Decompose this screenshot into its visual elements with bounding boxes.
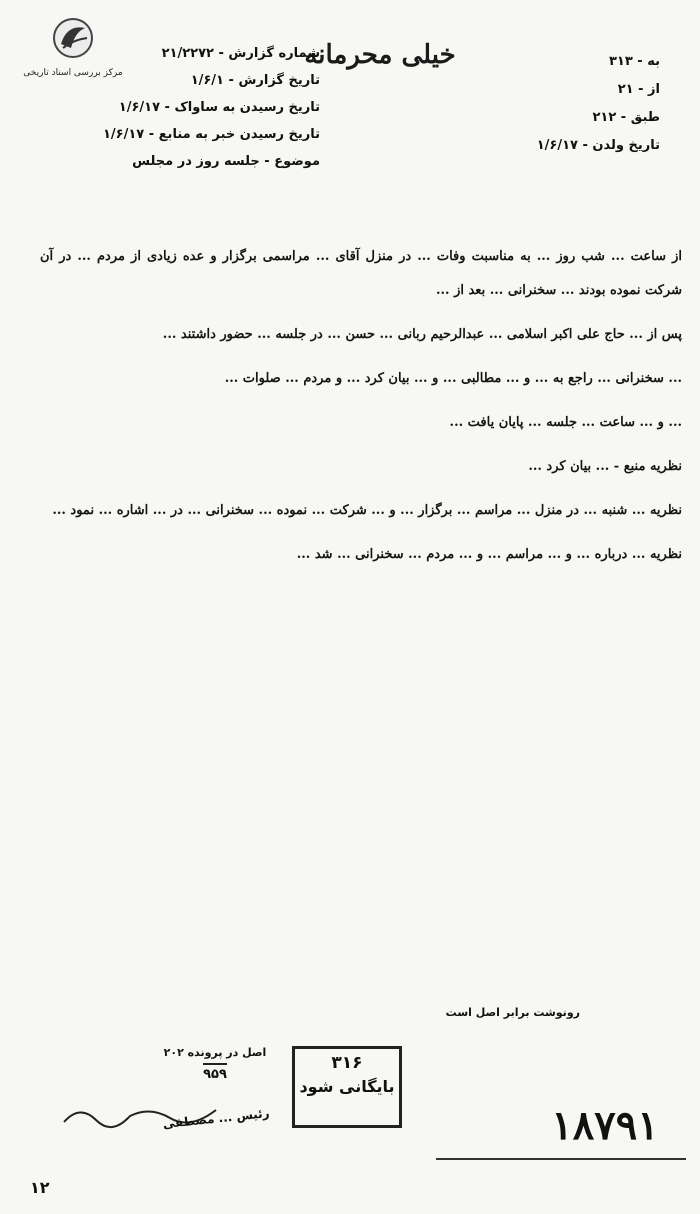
meta-report-number: شماره گزارش - ۲۱/۲۲۷۲ <box>161 46 320 61</box>
file-note-line: اصل در پرونده ۲۰۲ <box>163 1046 267 1059</box>
header-meta-right <box>510 48 660 160</box>
body-paragraph: نظریه ... درباره ... و ... مراسم ... و ... مردم ... سخنرانی ... شد ... <box>296 547 682 562</box>
stamp-text: بایگانی شود <box>299 1077 395 1096</box>
body-paragraph: از ساعت ... شب روز ... به مناسبت وفات ... در منزل آقای ... مراسمی برگزار و عده زیادی از مردم ... در آن شرکت نموده بودند ... سخنرانی ... بعد از ... <box>40 249 682 298</box>
divider <box>436 1158 686 1160</box>
signature: رئیس ... مصطفی <box>162 1106 271 1132</box>
body-paragraph: نظریه ... شنبه ... در منزل ... مراسم ... برگزار ... و ... شرکت ... نموده ... سخنرانی ... در ... اشاره ... نمود ... <box>52 503 682 518</box>
meta-subject: موضوع - جلسه روز در مجلس <box>132 154 320 169</box>
meta-report-date: تاریخ گزارش - ۱/۶/۱ <box>190 73 320 88</box>
meta-received-date: تاریخ رسیدن به ساواک - ۱/۶/۱۷ <box>118 100 320 115</box>
stamp-number: ۳۱۶ <box>331 1053 363 1073</box>
bottom-mark: ۱۲ <box>30 1178 50 1197</box>
body-paragraph: ... سخنرانی ... راجع به ... و ... مطالبی ... و ... بیان کرد ... و مردم ... صلوات ... <box>224 371 682 386</box>
source-opinion: نظریه منبع - ... بیان کرد ... <box>528 459 682 474</box>
meta-sender: از - ۲۱ <box>617 82 660 97</box>
institution-name: مرکز بررسی اسناد تاریخی <box>23 68 123 78</box>
classification-title: خیلی محرمانه <box>304 40 456 70</box>
meta-source-date: تاریخ رسیدن خبر به منابع - ۱/۶/۱۷ <box>103 127 320 142</box>
body-paragraph: ... و ... ساعت ... جلسه ... پایان یافت ... <box>449 415 682 430</box>
meta-recipient: به - ۳۱۳ <box>608 54 660 69</box>
meta-date: تاریخ ولدن - ۱/۶/۱۷ <box>536 138 660 153</box>
meta-reference: طبق - ۲۱۲ <box>592 110 660 125</box>
document-number: ۱۸۷۹۱ <box>551 1102 659 1149</box>
report-body <box>40 240 682 582</box>
certified-copy-note: رونوشت برابر اصل است <box>445 1006 580 1019</box>
body-paragraph: پس از ... حاج علی اکبر اسلامی ... عبدالرحیم ربانی ... حسن ... در جلسه ... حضور داشتند ... <box>162 327 682 342</box>
file-note <box>140 1046 290 1082</box>
archive-stamp <box>292 1046 402 1128</box>
file-note-number: ۹۵۹ <box>203 1063 227 1082</box>
header-meta-left <box>20 40 320 175</box>
